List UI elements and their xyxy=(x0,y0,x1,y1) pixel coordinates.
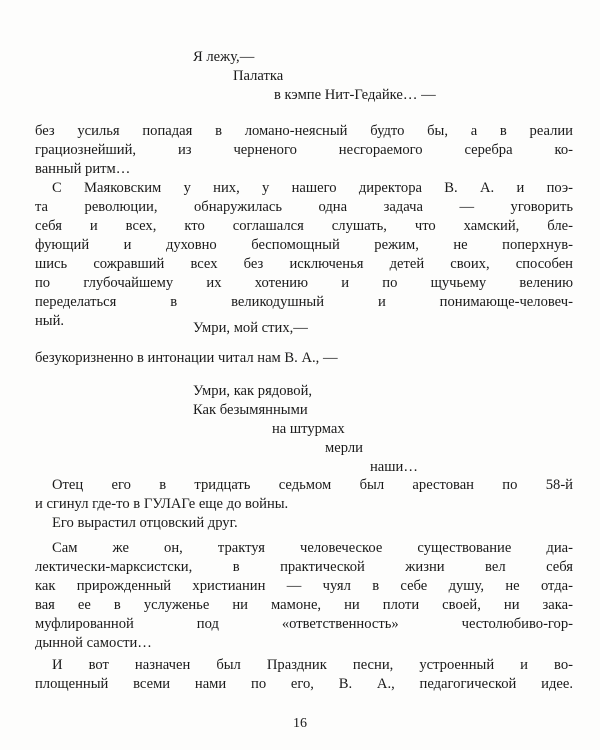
poem3-line-3: на штурмах xyxy=(272,421,345,437)
poem1-line-1: Я лежу,— xyxy=(193,49,255,65)
para2-line-5: шись сожравший всех без исключенья детей своих, способен xyxy=(35,256,573,272)
para6-line-4: вая ее в услуженье ни мамоне, ни плоти своей, ни зака- xyxy=(35,597,573,613)
para6-line-3: как прирожденный христианин — чуял в себе душу, не отда- xyxy=(35,578,573,594)
poem3-line-2: Как безымянными xyxy=(193,402,308,418)
para4-line-2: и сгинул где-то в ГУЛАГе еще до войны. xyxy=(35,496,289,512)
para2-line-7: переделаться в великодушный и понимающе-человеч- xyxy=(35,294,573,310)
para6-line-2: лектически-марксистски, в практической жизни вел себя xyxy=(35,559,573,575)
poem3-line-4: мерли xyxy=(325,440,363,456)
para2-line-4: фующий и духовно беспомощный режим, не поперхнув- xyxy=(35,237,573,253)
para2-line-6: по глубочайшему их хотению и по щучьему велению xyxy=(35,275,573,291)
para3-line-1: безукоризненно в интонации читал нам В. А., — xyxy=(35,350,338,366)
poem2-line-1: Умри, мой стих,— xyxy=(193,320,308,336)
para2-line-8: ный. xyxy=(35,313,65,329)
para6-line-1: Сам же он, трактуя человеческое существование диа- xyxy=(52,540,573,556)
para1-line-3: ванный ритм… xyxy=(35,161,131,177)
para1-line-1: без усилья попадая в ломано-неясный будто бы, а в реалии xyxy=(35,123,573,139)
para2-line-3: себя и всех, кто соглашался слушать, что хамский, бле- xyxy=(35,218,573,234)
para5-line-1: Его вырастил отцовский друг. xyxy=(52,515,238,531)
poem1-line-2: Палатка xyxy=(233,68,284,84)
poem3-line-5: наши… xyxy=(370,459,418,475)
page-number: 16 xyxy=(293,716,307,731)
para2-line-2: та революции, обнаружилась одна задача — уговорить xyxy=(35,199,573,215)
para7-line-2: площенный всеми нами по его, В. А., педагогической идее. xyxy=(35,676,573,692)
para6-line-6: дынной самости… xyxy=(35,635,152,651)
poem3-line-1: Умри, как рядовой, xyxy=(193,383,313,399)
para1-line-2: грациознейший, из черненого несгораемого серебра ко- xyxy=(35,142,573,158)
para7-line-1: И вот назначен был Праздник песни, устроенный и во- xyxy=(52,657,573,673)
para6-line-5: муфлированной под «ответственность» честолюбиво-гор- xyxy=(35,616,573,632)
para2-line-1: С Маяковским у них, у нашего директора В. А. и поэ- xyxy=(52,180,573,196)
poem1-line-3: в кэмпе Нит-Гедайке… — xyxy=(274,87,436,103)
para4-line-1: Отец его в тридцать седьмом был арестован по 58-й xyxy=(52,477,573,493)
